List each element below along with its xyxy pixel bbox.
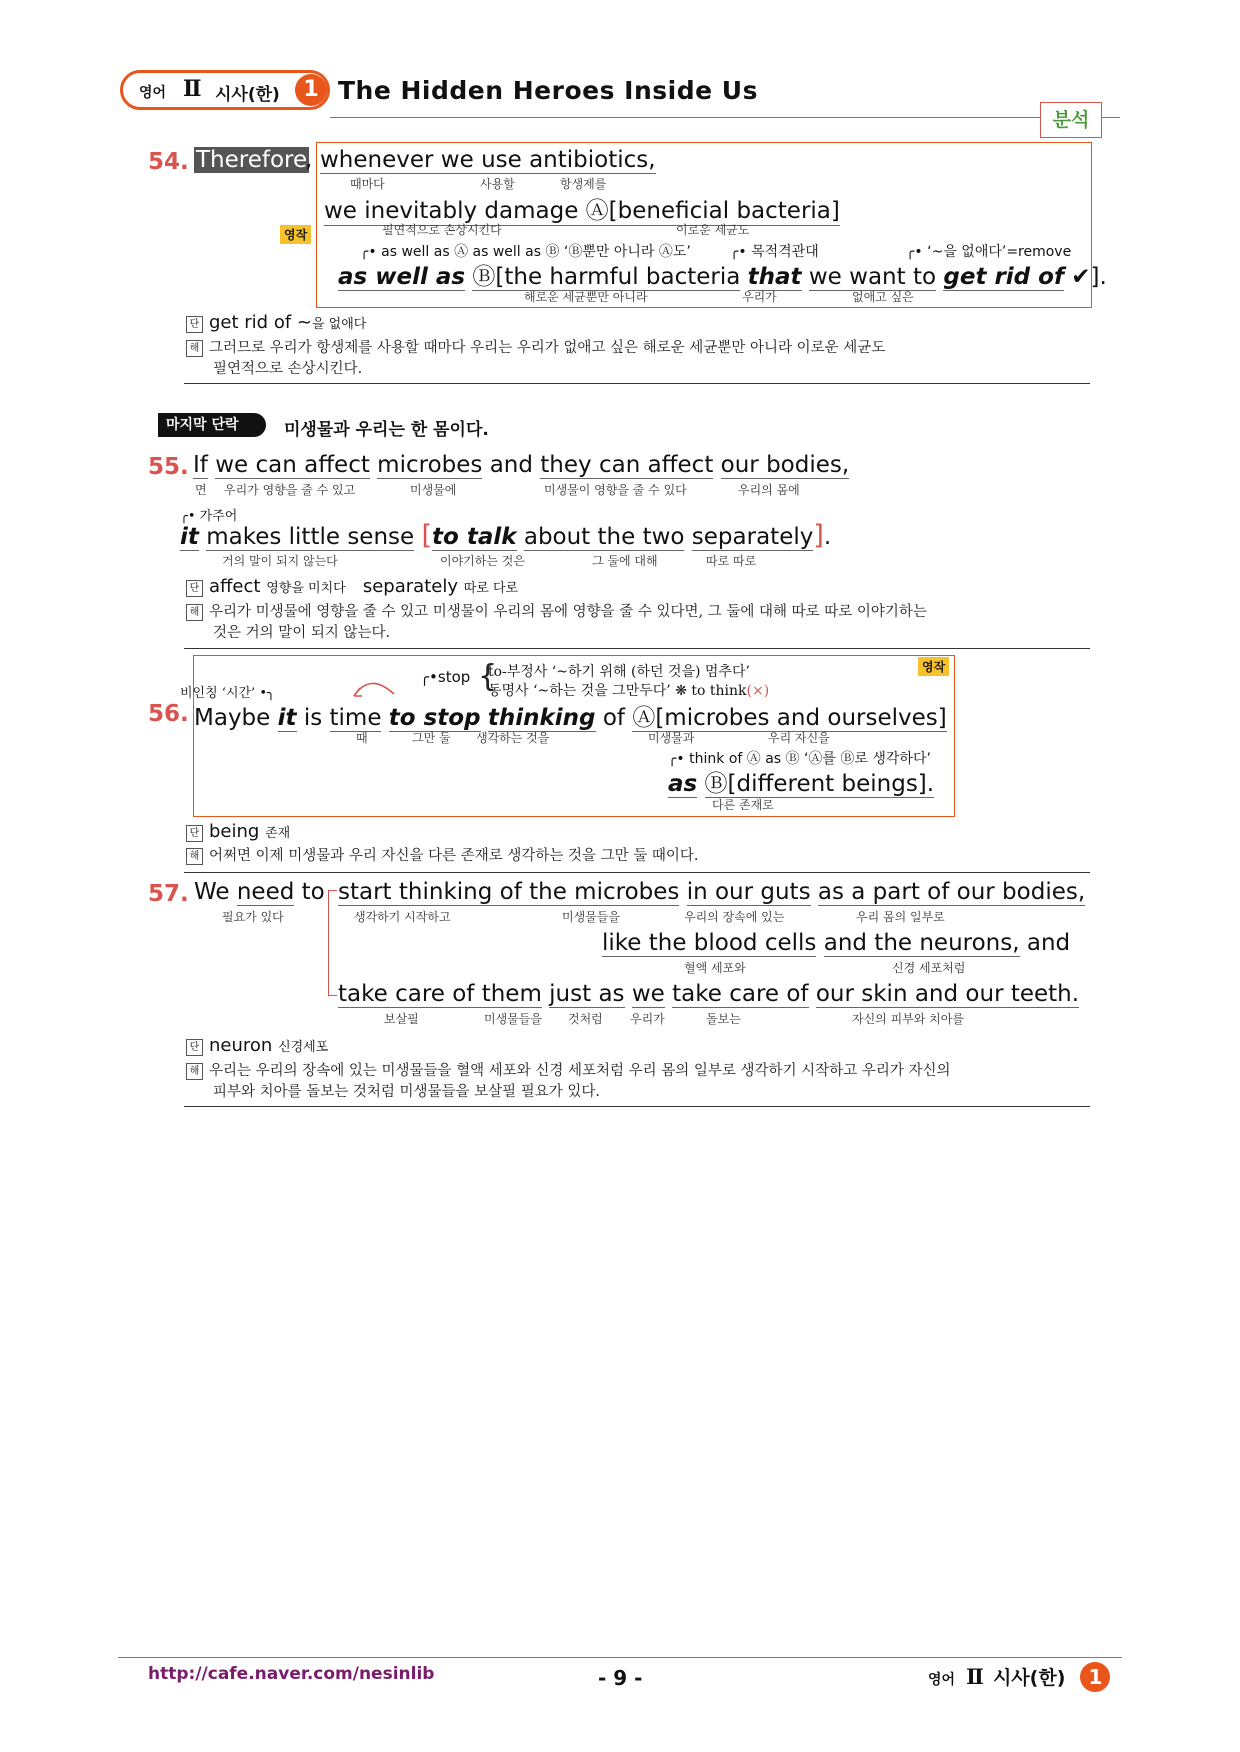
line-like (602, 930, 1070, 956)
annotation-wrong-mark: (×) (746, 683, 770, 699)
gloss: 우리 몸의 일부로 (856, 910, 945, 924)
sentence-number: 56. (148, 701, 189, 727)
word-and: and (489, 452, 533, 478)
gloss: 우리가 (630, 1012, 665, 1026)
vocab-mark: 단 (186, 316, 203, 333)
gloss: 이로운 세균도 (676, 223, 750, 237)
gloss: 생각하는 것을 (476, 731, 550, 745)
gloss: 그 둘에 대해 (592, 554, 658, 568)
translation (186, 846, 699, 867)
phrase-our-bodies: our bodies, (720, 452, 850, 478)
page-title: The Hidden Heroes Inside Us (338, 76, 758, 105)
vocab-word: separately (362, 576, 458, 597)
gloss: 돌보는 (706, 1012, 741, 1026)
phrase-we-can-affect: we can affect (215, 452, 370, 478)
translation (186, 338, 885, 380)
annotation: ╭• ‘~을 없애다’=remove (906, 244, 1072, 260)
gloss: 것처럼 (568, 1012, 603, 1026)
vocab-meaning: 영향을 미치다 (266, 581, 346, 596)
gloss: 우리가 (742, 290, 777, 304)
line-take-care (338, 981, 1079, 1007)
phrase-get-rid-of: get rid of (943, 264, 1064, 290)
bracket-open: [ (421, 520, 433, 551)
line-as (668, 765, 934, 798)
paragraph-label: 마지막 단락 (158, 413, 266, 437)
phrase-as-well-as: as well as (338, 264, 466, 290)
section-label: 분석 (1040, 102, 1102, 138)
phrase-blood-cells: like the blood cells (602, 930, 817, 956)
word-that: that (747, 264, 802, 290)
word-as: as (668, 771, 698, 797)
gloss: 따로 따로 (706, 554, 757, 568)
translation-line: 필연적으로 손상시킨다. (213, 361, 363, 377)
vocab-mark: 단 (186, 580, 203, 597)
word-separately: separately (691, 524, 814, 550)
footer-roman: Ⅱ (966, 1664, 984, 1689)
phrase-want-to: we want to (808, 264, 937, 290)
phrase-makes-little-sense: makes little sense (206, 524, 415, 550)
vocab-meaning: 신경세포 (278, 1040, 329, 1055)
gloss: 우리의 몸에 (738, 483, 800, 497)
word-therefore: Therefore (196, 147, 308, 173)
vocab-mark: 단 (186, 1039, 203, 1056)
divider (184, 648, 1090, 649)
vocab-meaning: 존재 (265, 826, 291, 841)
gloss: 때 (356, 731, 368, 745)
vocab-line (186, 821, 290, 842)
gloss: 필연적으로 손상시킨다 (382, 223, 502, 237)
arrow-curve (350, 676, 400, 700)
clause-damage: we inevitably damage Ⓐ[beneficial bacteria] (324, 192, 840, 226)
word-is: is (303, 705, 323, 731)
gloss: 미생물들을 (484, 1012, 542, 1026)
footer-url[interactable]: http://cafe.naver.com/nesinlib (148, 1664, 435, 1684)
gloss: 면 (195, 483, 207, 497)
gloss: 필요가 있다 (222, 910, 284, 924)
vocab-meaning: 따로 다로 (463, 581, 519, 596)
phrase-harmful: Ⓑ[the harmful bacteria (472, 264, 741, 290)
phrase-in-our-guts: in our guts (686, 879, 811, 905)
gloss: 해로운 세균뿐만 아니라 (524, 290, 648, 304)
phrase-they-can-affect: they can affect (540, 452, 714, 478)
gloss: 우리 자신을 (768, 731, 830, 745)
phrase-take-care-of: take care of (672, 981, 809, 1007)
divider (184, 1106, 1090, 1107)
vocab-word: get rid of ~ (209, 312, 312, 333)
translation-line: 그러므로 우리가 항생제를 사용할 때마다 우리는 우리가 없애고 싶은 해로운 세균뿐만 아니라 이로운 세균도 (209, 340, 886, 356)
composition-tag: 영작 (280, 225, 311, 244)
gloss: 우리의 장속에 있는 (684, 910, 785, 924)
footer-publisher: 시사(한) (992, 1667, 1066, 1689)
vocab-meaning: 을 없애다 (311, 317, 367, 332)
sentence-number: 55. (148, 454, 189, 480)
line-maybe (194, 699, 947, 732)
pill-number-badge: 1 (295, 74, 327, 106)
vocab-word: neuron (209, 1035, 273, 1056)
header-rule (330, 117, 1120, 118)
gloss: 때마다 (350, 177, 385, 191)
sentence-number: 57. (148, 881, 189, 907)
translation-line: 것은 거의 말이 되지 않는다. (213, 625, 391, 641)
gloss: 거의 말이 되지 않는다 (222, 554, 338, 568)
phrase-neurons: and the neurons, (823, 930, 1020, 956)
vocab-line (186, 576, 518, 597)
phrase-as-a-part: as a part of our bodies, (817, 879, 1086, 905)
translation-line: 피부와 치아를 돌보는 것처럼 미생물들을 보살필 필요가 있다. (213, 1084, 601, 1100)
gloss: 보살필 (384, 1012, 419, 1026)
pill-roman: Ⅱ (183, 76, 202, 102)
vocab-word: affect (209, 576, 261, 597)
phrase-skin-teeth: our skin and our teeth. (815, 981, 1080, 1007)
gloss: 우리가 영향을 줄 수 있고 (224, 483, 356, 497)
gloss: 다른 존재로 (712, 798, 774, 812)
annotation-gerund (488, 680, 769, 700)
word-it: it (277, 705, 297, 731)
phrase-take-care-them: take care of them (338, 981, 542, 1007)
annotation-think-of: ╭• think of Ⓐ as Ⓑ ‘Ⓐ를 Ⓑ로 생각하다’ (668, 751, 931, 767)
word-if: If (193, 452, 208, 478)
vocab-line (186, 1035, 328, 1056)
translation-mark: 해 (186, 340, 203, 357)
footer-book (928, 1662, 1110, 1692)
gloss: 혈액 세포와 (684, 961, 746, 975)
translation-mark: 해 (186, 604, 203, 621)
translation-mark: 해 (186, 1063, 203, 1080)
word-microbes: microbes (377, 452, 483, 478)
gloss: 자신의 피부와 치아를 (852, 1012, 964, 1026)
gloss: 미생물에 (410, 483, 457, 497)
annotation-impersonal: 비인칭 ‘시간’ •╮ (180, 686, 275, 701)
line-start-thinking (338, 879, 1085, 905)
phrase-to-talk: to talk (432, 524, 517, 550)
gloss: 항생제를 (560, 177, 607, 191)
pill-subject: 영어 (139, 85, 167, 101)
translation-mark: 해 (186, 848, 203, 865)
gloss: 사용할 (480, 177, 515, 191)
gloss: 그만 둘 (412, 731, 451, 745)
phrase-just-as: just as (549, 981, 625, 1007)
header-pill (120, 70, 330, 110)
phrase-microbes-ourselves: Ⓐ[microbes and ourselves] (632, 705, 947, 731)
clause-whenever: whenever we use antibiotics, (320, 147, 656, 173)
phrase-about-two: about the two (523, 524, 685, 550)
translation-line: 어쩌면 이제 미생물과 우리 자신을 다른 존재로 생각하는 것을 그만 둘 때이다. (209, 848, 699, 864)
translation-line: 우리가 미생물에 영향을 줄 수 있고 미생물이 우리의 몸에 영향을 줄 수 있다면, 그 둘에 대해 따로 따로 이야기하는 (209, 604, 927, 620)
page-number: - 9 - (598, 1666, 643, 1690)
annotation-dummy-subject: ╭• 가주어 (180, 509, 238, 524)
bracket-close: ] (813, 520, 824, 551)
composition-tag: 영작 (918, 657, 949, 676)
line-it-makes (180, 520, 831, 551)
line-we-need (194, 879, 325, 905)
line-if (193, 452, 849, 478)
annotation-to-infinitive: to-부정사 ‘~하기 위해 (하던 것을) 멈추다’ (488, 664, 750, 680)
word-of: of (602, 705, 626, 731)
divider (184, 383, 1090, 384)
gloss: 생각하기 시작하고 (354, 910, 451, 924)
word-need: need (236, 879, 295, 905)
annotation-gerund-text: 동명사 ‘~하는 것을 그만두다’ ❋ to think (488, 683, 747, 699)
gloss: 미생물이 영향을 줄 수 있다 (544, 483, 687, 497)
footer-number-badge: 1 (1080, 1662, 1110, 1692)
bracket-line (328, 890, 337, 996)
gloss: 이야기하는 것은 (440, 554, 525, 568)
gloss: 미생물들을 (562, 910, 620, 924)
translation-line: 우리는 우리의 장속에 있는 미생물들을 혈액 세포와 신경 세포처럼 우리 몸의 일부로 생각하기 시작하고 우리가 자신의 (209, 1063, 951, 1079)
brace: { (478, 659, 498, 694)
sentence-number: 54. (148, 149, 189, 175)
phrase-to-stop: to stop (388, 705, 481, 731)
paragraph-summary: 미생물과 우리는 한 몸이다. (284, 420, 489, 440)
word-thinking: thinking (487, 705, 596, 731)
phrase-different-beings: Ⓑ[different beings]. (704, 771, 935, 797)
check-end: ✔]. (1071, 264, 1107, 290)
phrase-start-thinking: start thinking of the microbes (338, 879, 680, 905)
vocab-line (186, 312, 366, 333)
word-to: to (301, 879, 325, 905)
footer-subject: 영어 (928, 1672, 956, 1688)
footer-rule (118, 1657, 1122, 1658)
word-we: we (631, 981, 665, 1007)
gloss: 미생물과 (648, 731, 695, 745)
word-we: We (194, 879, 230, 905)
word-maybe: Maybe (194, 705, 271, 731)
divider (184, 872, 1090, 873)
translation (186, 1061, 950, 1103)
annotation: ╭• as well as Ⓐ as well as Ⓑ ‘Ⓑ뿐만 아니라 Ⓐ도’ (360, 244, 691, 260)
clause-as-well-as (338, 258, 1107, 291)
word-and: and (1026, 930, 1071, 956)
word-time: time (329, 705, 382, 731)
annotation: ╭• 목적격관대 (730, 244, 819, 260)
comma: , (305, 147, 313, 173)
gloss: 신경 세포처럼 (892, 961, 966, 975)
gloss: 없애고 싶은 (852, 290, 914, 304)
pill-publisher: 시사(한) (215, 85, 280, 105)
translation (186, 602, 927, 644)
vocab-word: being (209, 821, 260, 842)
vocab-mark: 단 (186, 825, 203, 842)
period: . (823, 524, 832, 550)
annotation-stop: ╭•stop (420, 668, 471, 686)
word-it: it (180, 524, 199, 550)
